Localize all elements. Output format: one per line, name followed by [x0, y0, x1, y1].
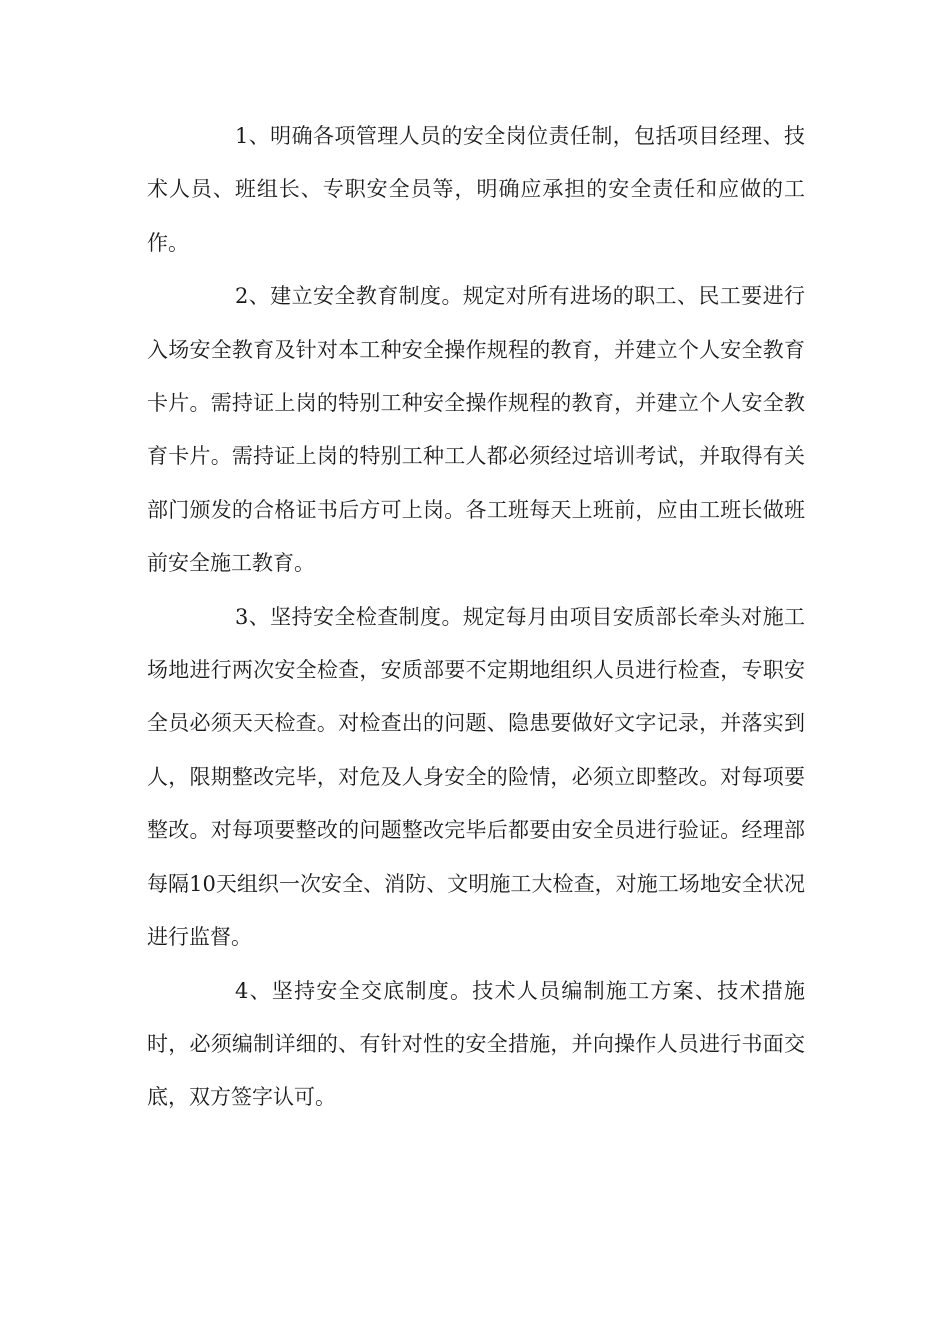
paragraph-1: 1、明确各项管理人员的安全岗位责任制，包括项目经理、技术人员、班组长、专职安全员等，明确应承担的安全责任和应做的工作。 [147, 124, 805, 255]
paragraph-2: 2、建立安全教育制度。规定对所有进场的职工、民工要进行入场安全教育及针对本工种安全操作规程的教育，并建立个人安全教育卡片。需持证上岗的特别工种安全操作规程的教育，并建立个人安全教育卡片。需持证上岗的特别工种工人都必须经过培训考试，并取得有关部门颁发的合格证书后方可上岗。各工班每天上班前，应由工班长做班前安全施工教育。 [147, 284, 805, 576]
document-body [147, 110, 805, 1125]
paragraph-4: 4、坚持安全交底制度。技术人员编制施工方案、技术措施时，必须编制详细的、有针对性的安全措施，并向操作人员进行书面交底，双方签字认可。 [147, 978, 805, 1110]
paragraph-3: 3、坚持安全检查制度。规定每月由项目安质部长牵头对施工场地进行两次安全检查，安质部要不定期地组织人员进行检查，专职安全员必须天天检查。对检查出的问题、隐患要做好文字记录，并落实到人，限期整改完毕，对危及人身安全的险情，必须立即整改。对每项要整改。对每项要整改的问题整改完毕后都要由安全员进行验证。经理部每隔10天组织一次安全、消防、文明施工大检查，对施工场地安全状况进行监督。 [147, 604, 805, 950]
